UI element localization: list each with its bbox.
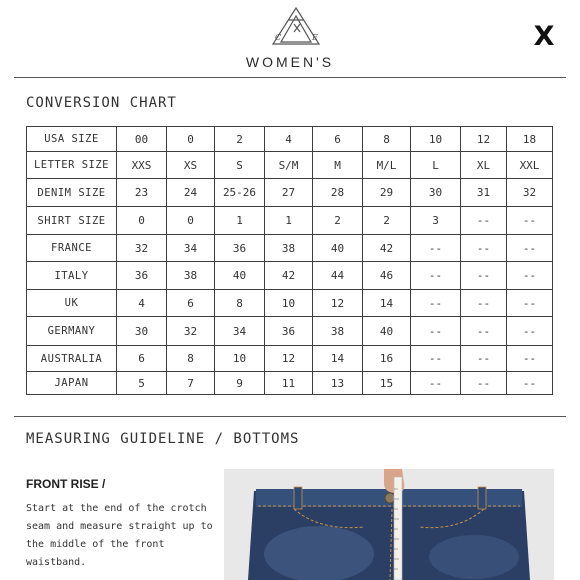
size-cell: --	[507, 207, 553, 235]
size-cell: M/L	[363, 152, 411, 179]
size-cell: 46	[363, 262, 411, 290]
front-rise-line: the middle of the front waistband.	[26, 539, 165, 568]
size-cell: 00	[117, 127, 167, 152]
chart-row	[27, 179, 553, 207]
conversion-table	[26, 126, 553, 395]
size-cell: 0	[167, 127, 215, 152]
size-cell: --	[461, 207, 507, 235]
chart-row	[27, 290, 553, 317]
size-cell: 30	[117, 317, 167, 346]
chart-row	[27, 207, 553, 235]
size-cell: 7	[167, 372, 215, 395]
row-label: LETTER SIZE	[27, 152, 117, 179]
front-rise-title: FRONT RISE /	[26, 477, 106, 491]
brand-title: WOMEN'S	[245, 54, 335, 70]
size-cell: --	[507, 290, 553, 317]
chart-row	[27, 317, 553, 346]
size-cell: --	[461, 346, 507, 372]
row-label: DENIM SIZE	[27, 179, 117, 207]
row-label: AUSTRALIA	[27, 346, 117, 372]
front-rise-line: seam and measure straight up to	[26, 521, 213, 532]
section-divider	[14, 416, 566, 417]
chart-row	[27, 127, 553, 152]
row-label: USA SIZE	[27, 127, 117, 152]
size-cell: 1	[265, 207, 313, 235]
size-cell: 4	[265, 127, 313, 152]
size-cell: 28	[313, 179, 363, 207]
row-label: SHIRT SIZE	[27, 207, 117, 235]
size-cell: --	[507, 317, 553, 346]
jeans-front-rise-photo	[224, 469, 554, 580]
chart-row	[27, 372, 553, 395]
size-cell: 34	[215, 317, 265, 346]
size-cell: 30	[411, 179, 461, 207]
size-cell: --	[411, 262, 461, 290]
size-cell: 34	[167, 235, 215, 262]
size-cell: L	[411, 152, 461, 179]
size-cell: 6	[167, 290, 215, 317]
size-cell: 42	[265, 262, 313, 290]
size-cell: --	[507, 372, 553, 395]
size-cell: --	[461, 262, 507, 290]
size-cell: --	[461, 235, 507, 262]
size-cell: 10	[265, 290, 313, 317]
chart-row	[27, 235, 553, 262]
size-cell: 4	[117, 290, 167, 317]
size-cell: --	[507, 346, 553, 372]
size-cell: 16	[363, 346, 411, 372]
size-cell: 38	[313, 317, 363, 346]
size-cell: S/M	[265, 152, 313, 179]
size-cell: 3	[411, 207, 461, 235]
size-cell: 32	[117, 235, 167, 262]
size-cell: 8	[167, 346, 215, 372]
front-rise-line: Start at the end of the crotch	[26, 503, 207, 514]
logo-letter-right: E	[312, 33, 318, 42]
size-cell: 14	[313, 346, 363, 372]
size-cell: 40	[313, 235, 363, 262]
size-cell: 10	[411, 127, 461, 152]
size-cell: 1	[215, 207, 265, 235]
size-cell: 12	[313, 290, 363, 317]
size-cell: 25-26	[215, 179, 265, 207]
size-cell: --	[507, 262, 553, 290]
size-cell: 5	[117, 372, 167, 395]
size-cell: 29	[363, 179, 411, 207]
row-label: FRANCE	[27, 235, 117, 262]
size-cell: 40	[363, 317, 411, 346]
size-cell: 18	[507, 127, 553, 152]
row-label: ITALY	[27, 262, 117, 290]
size-cell: 32	[507, 179, 553, 207]
size-cell: 13	[313, 372, 363, 395]
size-cell: XXS	[117, 152, 167, 179]
size-cell: 44	[313, 262, 363, 290]
size-cell: M	[313, 152, 363, 179]
size-cell: 15	[363, 372, 411, 395]
size-cell: 8	[363, 127, 411, 152]
size-cell: 9	[215, 372, 265, 395]
row-label: JAPAN	[27, 372, 117, 395]
size-cell: 23	[117, 179, 167, 207]
header-divider	[14, 77, 566, 78]
size-cell: 12	[461, 127, 507, 152]
size-cell: S	[215, 152, 265, 179]
size-cell: 6	[117, 346, 167, 372]
size-cell: 0	[117, 207, 167, 235]
size-cell: --	[507, 235, 553, 262]
size-cell: 27	[265, 179, 313, 207]
size-cell: 38	[265, 235, 313, 262]
size-cell: 2	[313, 207, 363, 235]
conversion-chart-title: CONVERSION CHART	[26, 95, 177, 111]
size-cell: 6	[313, 127, 363, 152]
brand-logo	[268, 6, 324, 48]
size-cell: 24	[167, 179, 215, 207]
size-cell: --	[411, 290, 461, 317]
size-cell: 42	[363, 235, 411, 262]
size-cell: --	[461, 317, 507, 346]
size-cell: 12	[265, 346, 313, 372]
size-cell: XS	[167, 152, 215, 179]
size-cell: --	[461, 290, 507, 317]
size-cell: 14	[363, 290, 411, 317]
size-cell: XXL	[507, 152, 553, 179]
size-cell: --	[411, 346, 461, 372]
logo-letter-left: C	[275, 33, 282, 42]
size-cell: 2	[363, 207, 411, 235]
size-cell: XL	[461, 152, 507, 179]
chart-row	[27, 152, 553, 179]
size-cell: 36	[117, 262, 167, 290]
size-cell: 32	[167, 317, 215, 346]
size-cell: --	[411, 235, 461, 262]
row-label: UK	[27, 290, 117, 317]
chart-row	[27, 346, 553, 372]
size-cell: 31	[461, 179, 507, 207]
size-cell: 11	[265, 372, 313, 395]
size-cell: 36	[215, 235, 265, 262]
size-cell: --	[411, 372, 461, 395]
size-cell: 10	[215, 346, 265, 372]
size-cell: 2	[215, 127, 265, 152]
size-cell: --	[461, 372, 507, 395]
row-label: GERMANY	[27, 317, 117, 346]
measuring-guideline-title: MEASURING GUIDELINE / BOTTOMS	[26, 431, 300, 447]
front-rise-description	[26, 500, 226, 572]
chart-row	[27, 262, 553, 290]
size-cell: 0	[167, 207, 215, 235]
size-cell: 40	[215, 262, 265, 290]
close-button[interactable]: X	[533, 21, 555, 52]
size-cell: 36	[265, 317, 313, 346]
size-cell: 8	[215, 290, 265, 317]
size-cell: --	[411, 317, 461, 346]
size-cell: 38	[167, 262, 215, 290]
